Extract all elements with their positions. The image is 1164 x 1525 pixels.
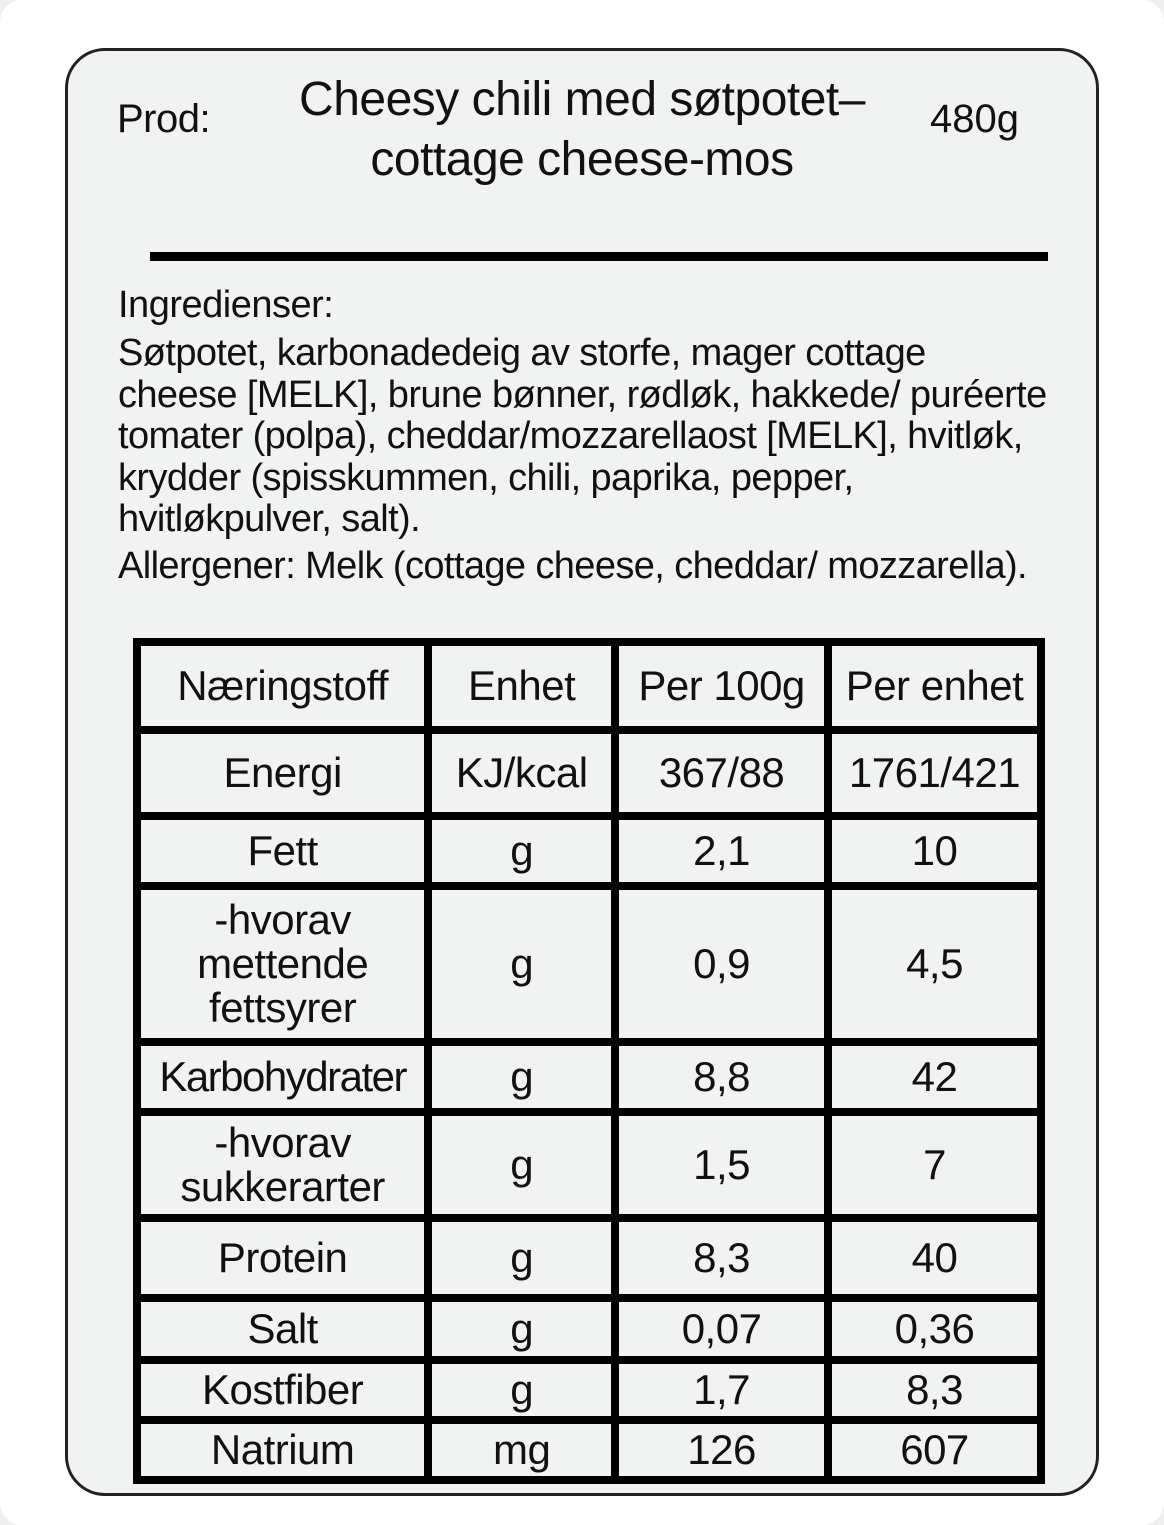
nutrient-unit: g: [428, 1218, 615, 1298]
nutrient-per-unit: 8,3: [828, 1360, 1041, 1420]
nutrient-per-100g: 126: [615, 1420, 828, 1480]
nutrient-name: Natrium: [137, 1420, 428, 1480]
nutrient-per-100g: 1,7: [615, 1360, 828, 1420]
nutrition-table: [133, 638, 1045, 1484]
nutrient-unit: mg: [428, 1420, 615, 1480]
ingredients-text: Søtpotet, karbonadedeig av storfe, mager cottage cheese [MELK], brune bønner, rødløk, hakkede/ puréerte tomater (polpa), cheddar/mozzarellaost [MELK], hvitløk, krydder (spisskummen, chili, paprika, pepper, hvitløkpulver, salt).: [118, 332, 1047, 540]
nutrient-per-100g: 367/88: [615, 730, 828, 816]
allergens-text: Allergener: Melk (cottage cheese, cheddar/ mozzarella).: [118, 545, 1028, 587]
nutrient-name: Kostfiber: [137, 1360, 428, 1420]
table-row: [137, 1298, 1041, 1360]
nutrient-per-100g: 1,5: [615, 1112, 828, 1218]
nutrient-per-100g: 0,9: [615, 886, 828, 1042]
nutrient-per-unit: 42: [828, 1042, 1041, 1112]
nutrient-name: -hvorav sukkerarter: [137, 1112, 428, 1218]
nutrient-per-unit: 10: [828, 816, 1041, 886]
nutrient-unit: g: [428, 1298, 615, 1360]
nutrient-unit: g: [428, 886, 615, 1042]
product-name: Cheesy chili med søtpotet–cottage cheese-mos: [299, 73, 865, 186]
nutrient-per-unit: 607: [828, 1420, 1041, 1480]
nutrient-unit: g: [428, 816, 615, 886]
column-header-per-100g: Per 100g: [615, 642, 828, 730]
nutrient-per-unit: 4,5: [828, 886, 1041, 1042]
nutrient-name: Energi: [137, 730, 428, 816]
nutrient-per-unit: 7: [828, 1112, 1041, 1218]
product-weight: 480g: [930, 97, 1019, 141]
column-header-nutrient: Næringstoff: [137, 642, 428, 730]
table-header-row: [137, 642, 1041, 730]
ingredients-heading: Ingredienser:: [118, 284, 334, 326]
nutrient-per-100g: 0,07: [615, 1298, 828, 1360]
nutrient-per-unit: 1761/421: [828, 730, 1041, 816]
nutrient-name: -hvorav mettende fettsyrer: [137, 886, 428, 1042]
nutrient-unit: KJ/kcal: [428, 730, 615, 816]
nutrient-name: Karbohydrater: [137, 1042, 428, 1112]
table-row: [137, 1420, 1041, 1480]
table-row: [137, 730, 1041, 816]
nutrient-unit: g: [428, 1042, 615, 1112]
nutrient-name: Fett: [137, 816, 428, 886]
nutrient-name: Protein: [137, 1218, 428, 1298]
title-divider: [150, 252, 1048, 261]
table-row: [137, 1042, 1041, 1112]
column-header-unit: Enhet: [428, 642, 615, 730]
nutrient-unit: g: [428, 1360, 615, 1420]
table-row: [137, 1360, 1041, 1420]
table-row: [137, 816, 1041, 886]
nutrient-per-unit: 40: [828, 1218, 1041, 1298]
nutrient-per-unit: 0,36: [828, 1298, 1041, 1360]
nutrient-per-100g: 2,1: [615, 816, 828, 886]
column-header-per-unit: Per enhet: [828, 642, 1041, 730]
table-row: [137, 1112, 1041, 1218]
table-row: [137, 1218, 1041, 1298]
prod-label: Prod:: [117, 97, 211, 141]
nutrient-per-100g: 8,3: [615, 1218, 828, 1298]
nutrient-per-100g: 8,8: [615, 1042, 828, 1112]
table-row: [137, 886, 1041, 1042]
nutrient-name: Salt: [137, 1298, 428, 1360]
nutrient-unit: g: [428, 1112, 615, 1218]
